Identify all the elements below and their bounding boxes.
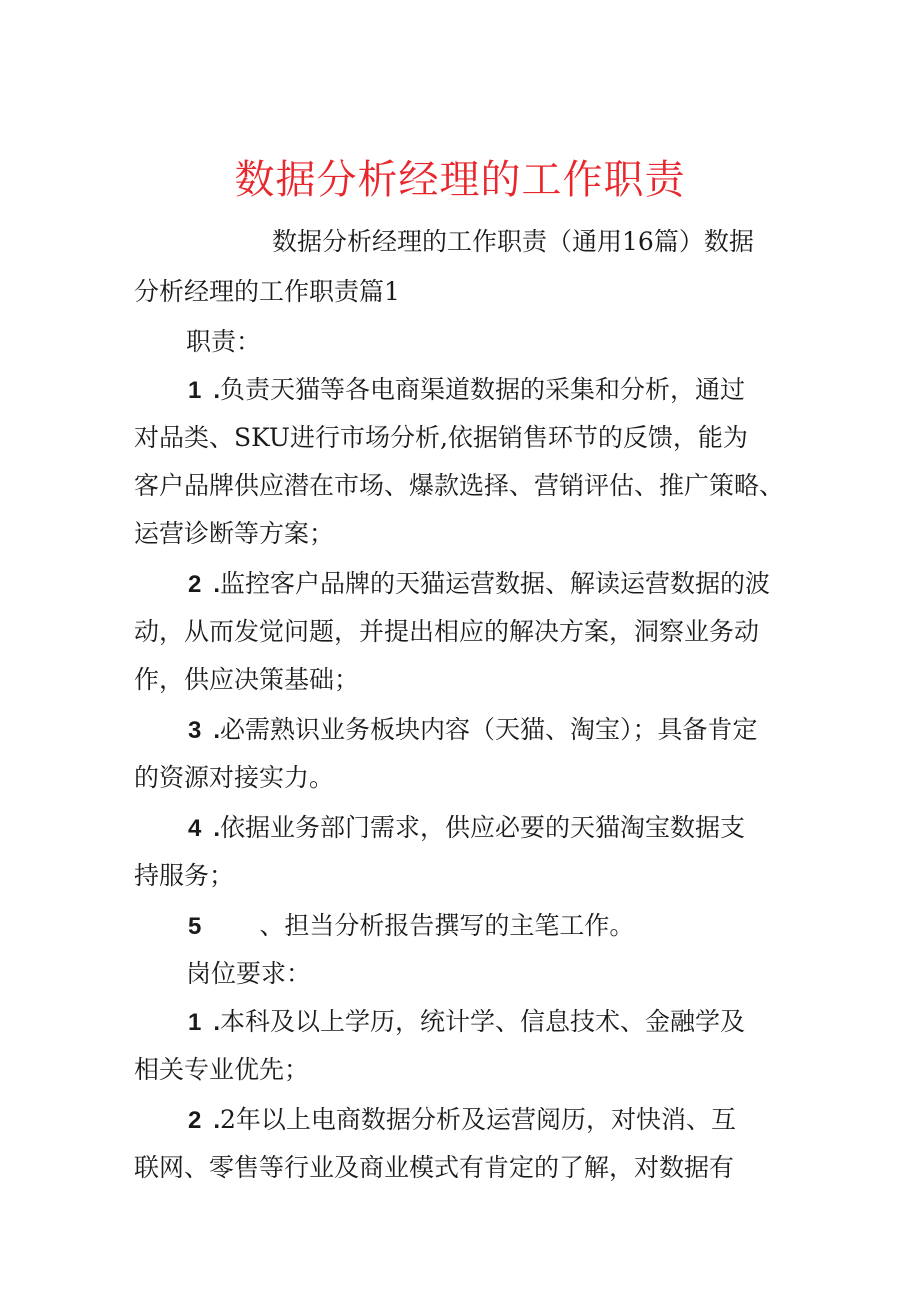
duty-item-1-text: 负责天猫等各电商渠道数据的采集和分析，通过 bbox=[220, 375, 746, 404]
intro-line-1: 数据分析经理的工作职责（通用16篇）数据 bbox=[272, 227, 754, 256]
document-title: 数据分析经理的工作职责 bbox=[234, 157, 686, 203]
duty-item-2-text: 监控客户品牌的天猫运营数据、解读运营数据的波 bbox=[220, 569, 771, 598]
duty-item-2-number: 2 bbox=[188, 571, 202, 598]
requirement-item-1-line-1 bbox=[188, 1002, 745, 1043]
duty-item-2-line-2: 动，从而发觉问题，并提出相应的解决方案，洞察业务动 bbox=[134, 617, 760, 646]
duty-item-2-line-3: 作，供应决策基础； bbox=[134, 665, 360, 694]
duty-item-1-line-3: 客户品牌供应潜在市场、爆款选择、营销评估、推广策略、 bbox=[134, 471, 785, 500]
duty-item-3-text: 必需熟识业务板块内容（天猫、淘宝）；具备肯定 bbox=[220, 715, 758, 744]
duty-item-2-dot: . bbox=[213, 571, 221, 598]
duty-item-2-line-1 bbox=[188, 564, 770, 605]
duty-item-1-number: 1 bbox=[188, 377, 202, 404]
duty-item-5-line-1 bbox=[188, 906, 634, 947]
requirement-item-1-dot: . bbox=[213, 1009, 221, 1036]
duty-item-5-number: 5 bbox=[188, 913, 202, 940]
requirement-item-2-dot: . bbox=[213, 1107, 221, 1134]
duty-item-1-line-4: 运营诊断等方案； bbox=[134, 519, 335, 548]
requirement-item-1-number: 1 bbox=[188, 1009, 202, 1036]
duty-item-3-line-1 bbox=[188, 710, 758, 751]
intro-line-2: 分析经理的工作职责篇1 bbox=[134, 277, 400, 306]
duty-item-3-number: 3 bbox=[188, 717, 202, 744]
requirement-item-2-text: 2年以上电商数据分析及运营阅历，对快消、互 bbox=[220, 1105, 736, 1134]
requirement-item-2-line-1 bbox=[188, 1100, 736, 1141]
duty-item-4-line-1 bbox=[188, 808, 745, 849]
duty-item-3-dot: . bbox=[213, 717, 221, 744]
requirement-item-1-text: 本科及以上学历，统计学、信息技术、金融学及 bbox=[220, 1007, 746, 1036]
duty-item-1-line-2: 对品类、SKU进行市场分析,依据销售环节的反馈，能为 bbox=[134, 423, 748, 452]
duty-item-4-text: 依据业务部门需求，供应必要的天猫淘宝数据支 bbox=[220, 813, 746, 842]
duties-heading: 职责： bbox=[186, 327, 262, 356]
duty-item-4-number: 4 bbox=[188, 815, 202, 842]
duty-item-3-line-2: 的资源对接实力。 bbox=[134, 763, 335, 792]
duty-item-1-dot: . bbox=[213, 377, 221, 404]
duty-item-4-dot: . bbox=[213, 815, 221, 842]
requirements-heading: 岗位要求： bbox=[186, 959, 312, 988]
requirement-item-2-line-2: 联网、零售等行业及商业模式有肯定的了解，对数据有 bbox=[134, 1153, 735, 1182]
duty-item-1-line-1 bbox=[188, 370, 745, 411]
duty-item-5-text: 、担当分析报告撰写的主笔工作。 bbox=[259, 911, 635, 940]
requirement-item-2-number: 2 bbox=[188, 1107, 202, 1134]
duty-item-4-line-2: 持服务； bbox=[134, 861, 235, 890]
requirement-item-1-line-2: 相关专业优先； bbox=[134, 1055, 310, 1084]
